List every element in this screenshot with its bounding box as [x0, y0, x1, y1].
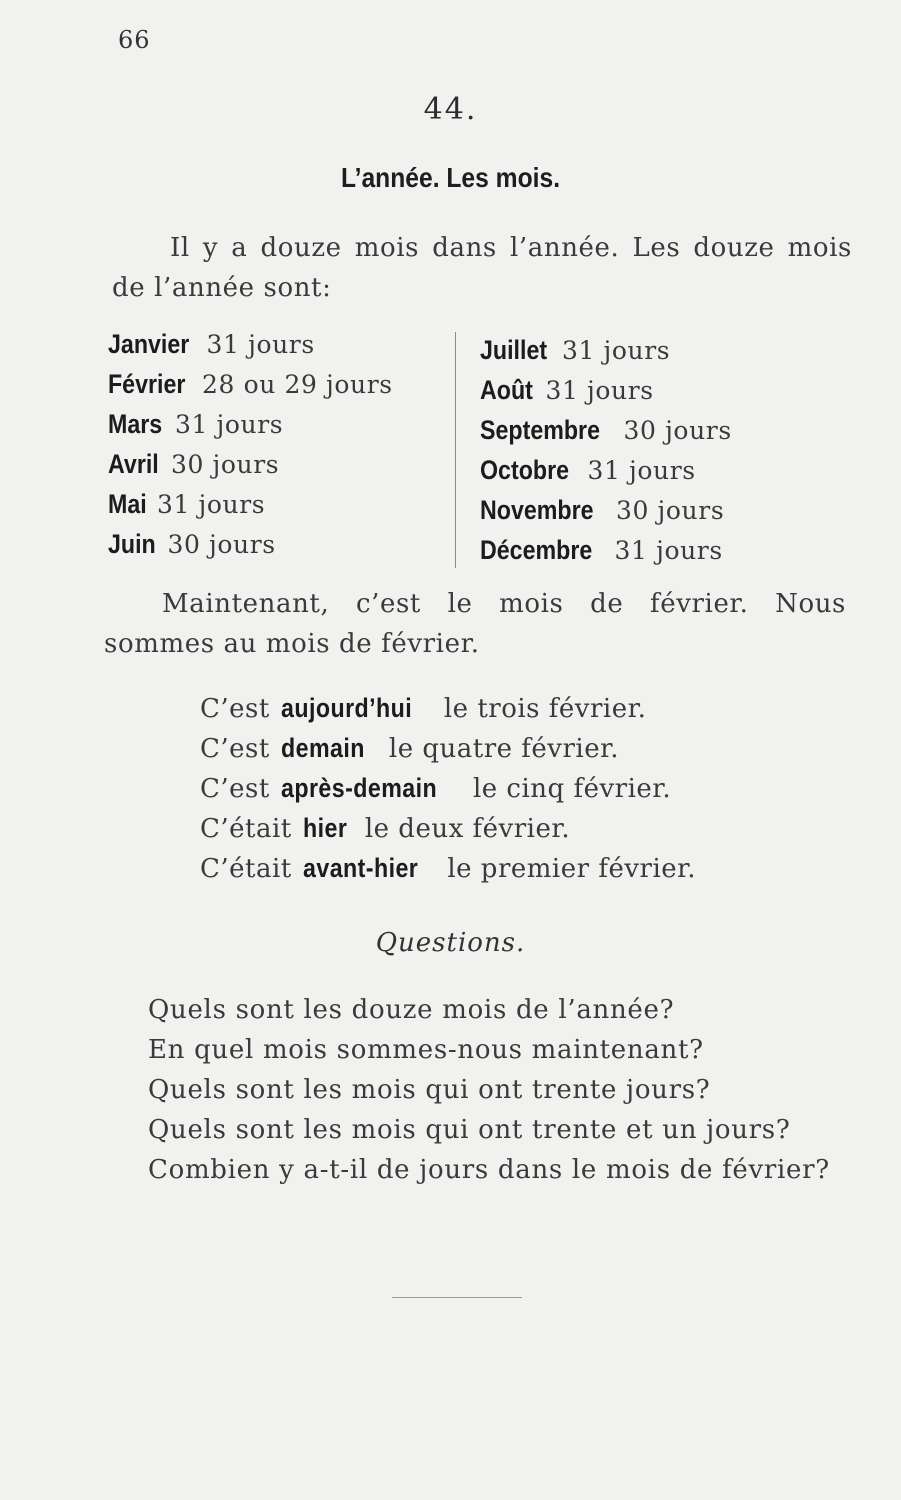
month-row [480, 410, 732, 450]
month-row [480, 490, 732, 530]
day-rest: le cinq février. [472, 774, 672, 804]
day-prefix: C’est [200, 774, 270, 804]
month-days: 30 jours [616, 496, 725, 525]
day-rest: le premier février. [447, 854, 696, 884]
month-name: Mai [108, 489, 147, 519]
present-month-paragraph: Maintenant, c’est le mois de février. Nous sommes au mois de février. [104, 589, 846, 659]
month-name: Octobre [480, 455, 570, 485]
day-keyword: aujourd’hui [280, 693, 412, 723]
month-row [108, 364, 393, 404]
question: Quels sont les mois qui ont trente et un jours? [148, 1115, 791, 1145]
day-rest: le trois février. [443, 694, 647, 724]
intro-paragraph: Il y a douze mois dans l’année. Les douze mois de l’année sont: [112, 233, 852, 303]
month-name: Avril [108, 449, 159, 479]
month-row [480, 330, 732, 370]
day-prefix: C’était [200, 854, 292, 884]
month-days: 30 jours [623, 416, 732, 445]
month-name: Août [480, 375, 533, 405]
day-line [200, 768, 696, 808]
day-keyword: avant-hier [302, 853, 418, 883]
question: Combien y a-t-il de jours dans le mois de février? [148, 1155, 830, 1185]
day-rest: le deux février. [364, 814, 571, 844]
column-divider [455, 332, 456, 568]
month-row [480, 530, 732, 570]
month-row [108, 324, 393, 364]
day-prefix: C’est [200, 734, 270, 764]
month-name: Juin [108, 529, 156, 559]
months-column-right [480, 330, 732, 570]
month-days: 31 jours [545, 376, 654, 405]
day-prefix: C’est [200, 694, 270, 724]
month-days: 31 jours [561, 336, 671, 365]
month-row [480, 450, 732, 490]
month-days: 31 jours [174, 410, 284, 439]
month-row [108, 484, 393, 524]
month-row [108, 524, 393, 564]
day-keyword: hier [302, 813, 347, 843]
month-days: 30 jours [167, 530, 276, 559]
month-name: Mars [108, 409, 163, 439]
month-name: Septembre [480, 415, 601, 445]
month-days: 28 ou 29 jours [202, 370, 393, 399]
month-name: Décembre [480, 535, 593, 565]
question: Quels sont les mois qui ont trente jours? [148, 1075, 711, 1105]
day-prefix: C’était [200, 814, 292, 844]
day-line [200, 808, 696, 848]
month-days: 30 jours [170, 450, 280, 479]
question: En quel mois sommes-nous maintenant? [148, 1035, 704, 1065]
day-keyword: après-demain [280, 773, 437, 803]
page-number: 66 [118, 26, 151, 54]
day-line [200, 848, 696, 888]
day-line [200, 728, 696, 768]
question: Quels sont les douze mois de l’année? [148, 995, 675, 1025]
lesson-number: 44. [423, 92, 478, 127]
questions-list [86, 990, 834, 1190]
month-days: 31 jours [614, 536, 723, 565]
month-days: 31 jours [206, 330, 315, 359]
day-rest: le quatre février. [388, 734, 619, 764]
month-row [108, 444, 393, 484]
days-list [200, 688, 696, 888]
month-name: Juillet [480, 335, 548, 365]
month-row [108, 404, 393, 444]
month-days: 31 jours [587, 456, 696, 485]
questions-heading: Questions. [375, 928, 526, 958]
month-days: 31 jours [156, 490, 266, 519]
month-name: Février [108, 369, 186, 399]
day-keyword: demain [280, 733, 365, 763]
lesson-title: L’année. Les mois. [340, 162, 561, 193]
month-row [480, 370, 732, 410]
month-name: Novembre [480, 495, 594, 525]
month-name: Janvier [108, 329, 190, 359]
day-line [200, 688, 696, 728]
months-column-left [108, 324, 393, 564]
end-rule [392, 1297, 522, 1298]
